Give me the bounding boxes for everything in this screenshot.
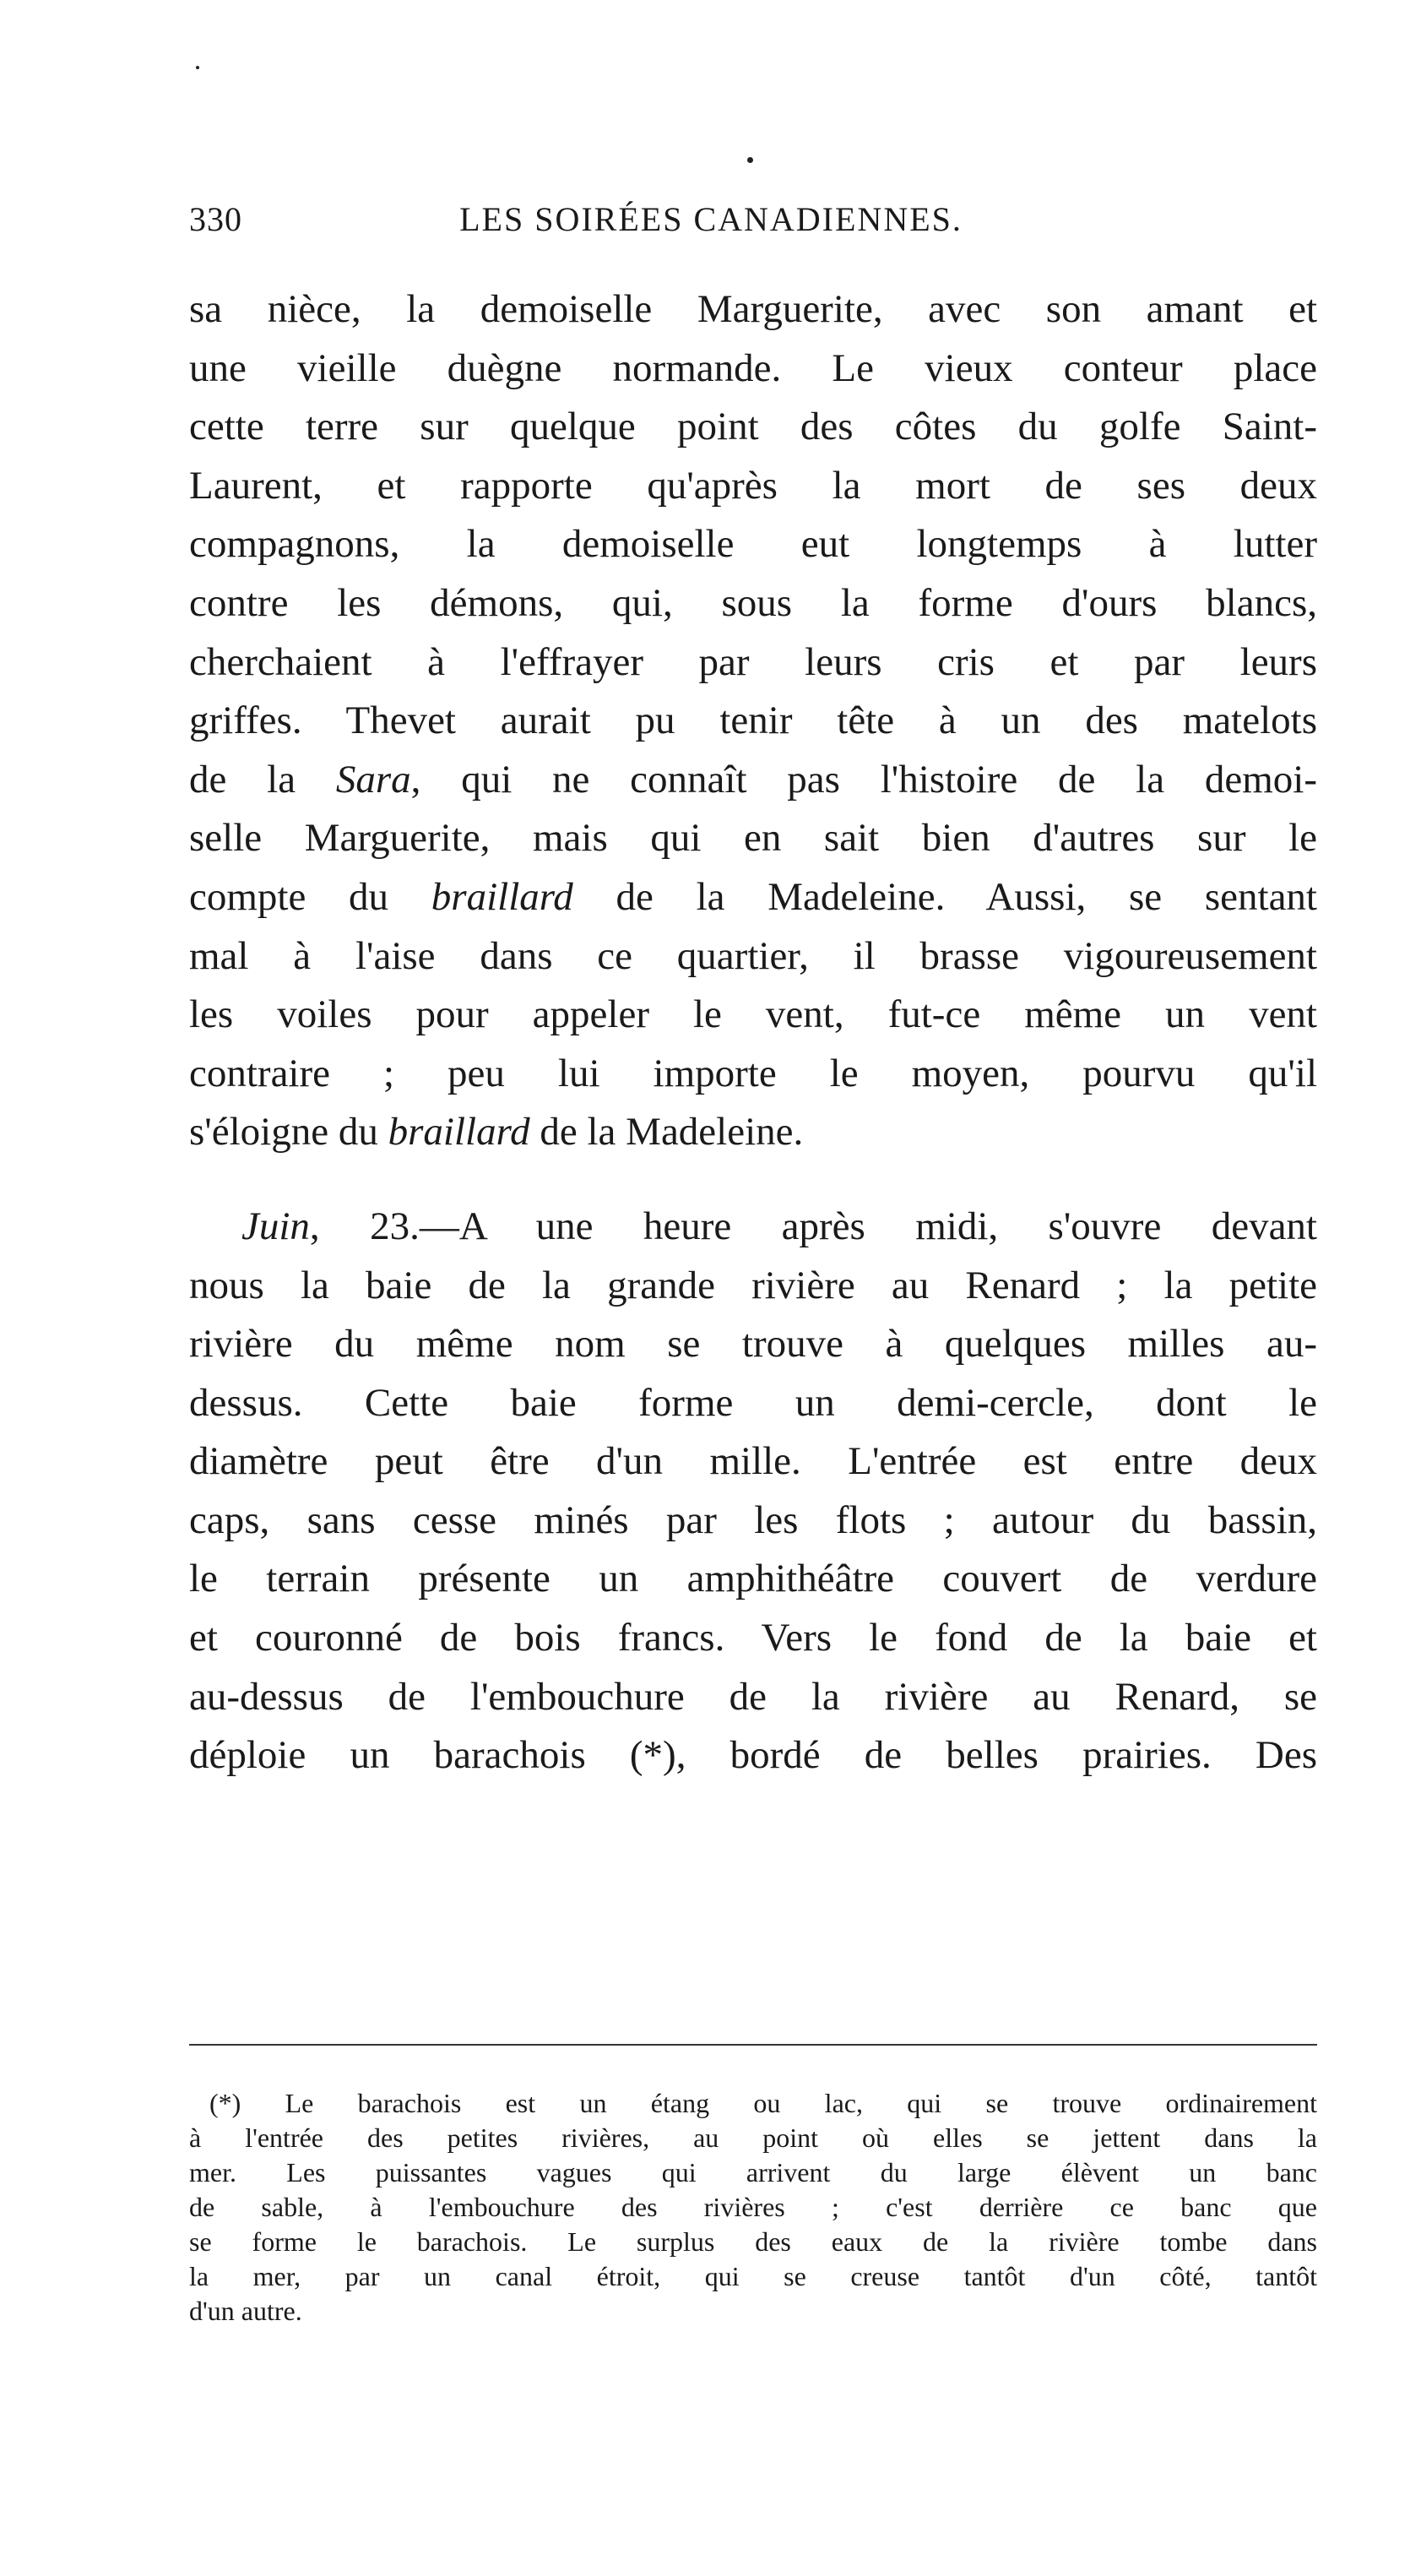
text-line: griffes. Thevet aurait pu tenir tête à un des matelots <box>189 698 1317 743</box>
text-line: cherchaient à l'effrayer par leurs cris et par leurs <box>189 639 1317 684</box>
text-line: et couronné de bois francs. Vers le fond de la baie et <box>189 1616 1317 1660</box>
text-line: dessus. Cette baie forme un demi-cercle, dont le <box>189 1380 1317 1425</box>
text-line: au-dessus de l'embouchure de la rivière au Renard, se <box>189 1674 1317 1719</box>
footnote-line: d'un autre. <box>189 2296 302 2326</box>
text-line: Laurent, et rapporte qu'après la mort de ses deux <box>189 463 1317 508</box>
text-line: mal à l'aise dans ce quartier, il brasse vigoureusement <box>189 933 1317 978</box>
footnote <box>189 2086 1317 2329</box>
paragraph-gap <box>189 1162 1317 1198</box>
text-line: nous la baie de la grande rivière au Renard ; la petite <box>189 1263 1317 1307</box>
text-line: une vieille duègne normande. Le vieux conteur place <box>189 345 1317 390</box>
text-line: déploie un barachois (*), bordé de belles prairies. Des <box>189 1733 1317 1778</box>
footnote-line: à l'entrée des petites rivières, au point où elles se jettent dans la <box>189 2122 1317 2153</box>
text-line: caps, sans cesse minés par les flots ; autour du bassin, <box>189 1497 1317 1542</box>
text-line: contraire ; peu lui importe le moyen, pourvu qu'il <box>189 1051 1317 1095</box>
print-speck <box>196 66 199 69</box>
text-line: de la Sara, qui ne connaît pas l'histoire de la demoi- <box>189 757 1318 802</box>
header-title: LES SOIRÉES CANADIENNES. <box>459 200 963 238</box>
text-line: compte du braillard de la Madeleine. Aussi, se sentant <box>189 874 1317 919</box>
text-line: contre les démons, qui, sous la forme d'ours blancs, <box>189 580 1317 625</box>
text-line: cette terre sur quelque point des côtes du golfe Saint- <box>189 405 1317 449</box>
footnote-line: de sable, à l'embouchure des rivières ; c'est derrière ce banc que <box>189 2192 1317 2222</box>
footnote-line: la mer, par un canal étroit, qui se creuse tantôt d'un côté, tantôt <box>189 2261 1317 2291</box>
page-number: 330 <box>189 200 242 238</box>
footnote-line: (*) Le barachois est un étang ou lac, qui se trouve ordinairement <box>209 2088 1317 2118</box>
text-line: compagnons, la demoiselle eut longtemps à lutter <box>189 522 1317 567</box>
text-line: selle Marguerite, mais qui en sait bien d'autres sur le <box>189 816 1317 861</box>
text-line: diamètre peut être d'un mille. L'entrée est entre deux <box>189 1439 1317 1484</box>
footnote-line: se forme le barachois. Le surplus des eaux de la rivière tombe dans <box>189 2226 1317 2257</box>
footnote-rule <box>189 2044 1317 2046</box>
running-head <box>189 193 1233 247</box>
text-line: Juin, 23.—A une heure après midi, s'ouvre devant <box>241 1204 1317 1248</box>
text-line: sa nièce, la demoiselle Marguerite, avec son amant et <box>189 287 1317 331</box>
print-speck <box>747 157 753 163</box>
footnote-line: mer. Les puissantes vagues qui arrivent du large élèvent un banc <box>189 2157 1317 2187</box>
paragraph <box>189 1198 1317 1785</box>
text-line: les voiles pour appeler le vent, fut-ce même un vent <box>189 992 1317 1037</box>
text-line: s'éloigne du braillard de la Madeleine. <box>189 1110 804 1155</box>
paragraph <box>189 280 1317 1162</box>
text-line: le terrain présente un amphithéâtre couvert de verdure <box>189 1557 1317 1601</box>
text-line: rivière du même nom se trouve à quelques milles au- <box>189 1322 1317 1367</box>
body-text <box>189 280 1317 1785</box>
